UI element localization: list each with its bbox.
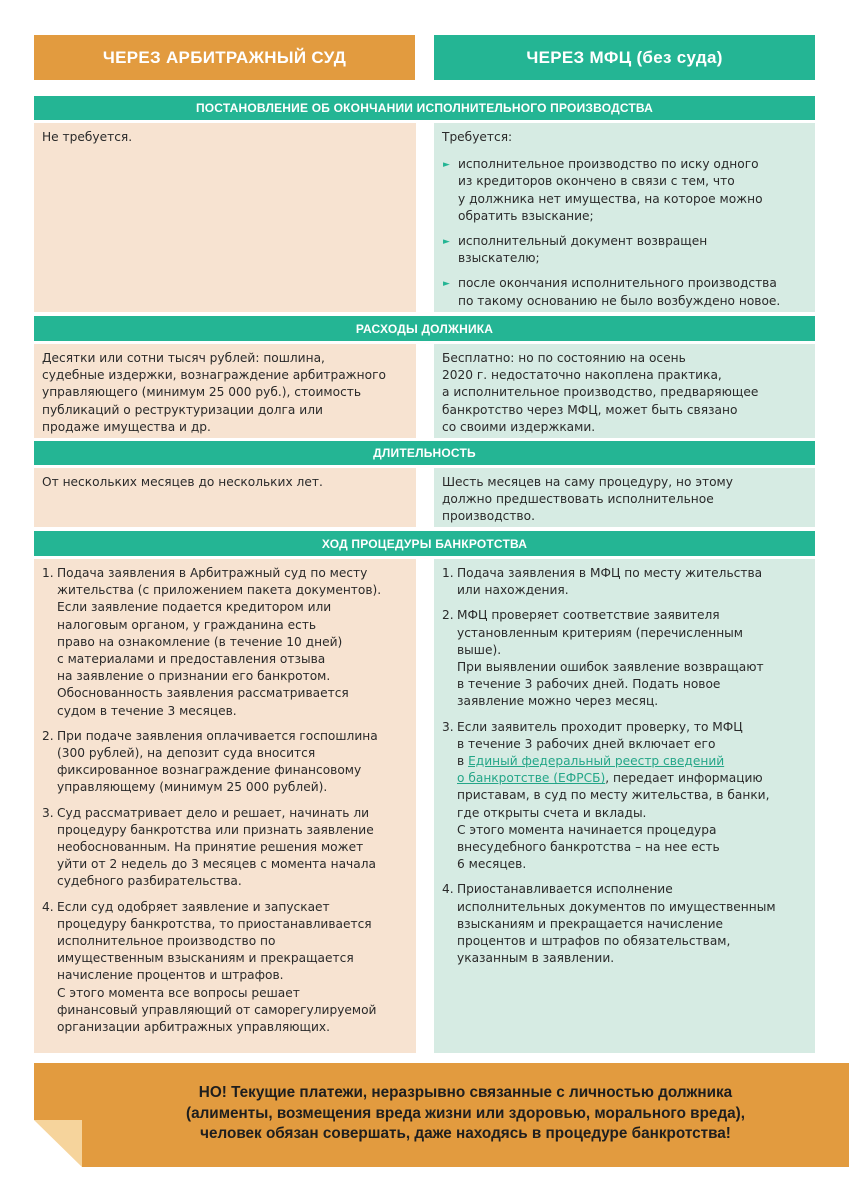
banner-fold: [34, 1120, 82, 1167]
expenses-left-text: Десятки или сотни тысяч рублей: пошлина, судебные издержки, вознаграждение арбитражного управляющего (минимум 25 000 руб.), стоимость публикаций о реструктуризации долга или продаже имущества и др.: [42, 351, 386, 434]
step-number: 1.: [442, 566, 454, 580]
step-number: 4.: [42, 899, 54, 914]
efrsb-link[interactable]: Единый федеральный реестр сведений о банкротстве (ЕФРСБ): [457, 754, 725, 786]
step-text-before: Если заявитель проходит проверку, то МФЦ в течение 3 рабочих дней включает его в: [457, 719, 743, 769]
column-header-arbitration-court: ЧЕРЕЗ АРБИТРАЖНЫЙ СУД: [34, 35, 415, 80]
decree-left-cell: [34, 123, 416, 312]
step-number: 3.: [42, 805, 54, 820]
list-item-text: исполнительный документ возвращен взыскателю;: [458, 234, 708, 266]
list-item-text: после окончания исполнительного производства по такому основанию не было возбуждено новое.: [458, 276, 781, 308]
step-item: [42, 805, 408, 891]
procedure-right-cell: [434, 559, 815, 1053]
triangle-bullet-icon: ►: [443, 279, 450, 290]
section-title-decree: ПОСТАНОВЛЕНИЕ ОБ ОКОНЧАНИИ ИСПОЛНИТЕЛЬНОГО ПРОИЗВОДСТВА: [34, 96, 815, 120]
list-item: [442, 156, 807, 225]
step-text: Приостанавливается исполнение исполнительных документов по имущественным взысканиям и прекращается начисление процентов и штрафов по обязательствам, указанным в заявлении.: [457, 882, 776, 966]
expenses-right-text: Бесплатно: но по состоянию на осень 2020 г. недостаточно накоплена практика, а исполнительное производство, предваряющее банкротство через МФЦ, может быть связано со своими издержками.: [442, 351, 759, 434]
step-text: Если суд одобряет заявление и запускает процедуру банкротства, то приостанавливается исполнительное производство по имущественным взысканиям и прекращается начисление процентов и штрафов. С этого момента все вопросы решает финансовый управляющий от саморегулируемой организации арбитражных управляющих.: [57, 899, 377, 1035]
step-item: [442, 719, 807, 874]
expenses-right-cell: [434, 344, 815, 438]
step-text-after: , передает информацию приставам, в суд по месту жительства, в банки, где открыты счета и вклады. С этого момента начинается процедура внесудебного банкротства – на нее есть 6 месяцев.: [457, 771, 770, 872]
triangle-bullet-icon: ►: [443, 160, 450, 171]
duration-left-cell: [34, 468, 416, 527]
step-number: 1.: [42, 566, 54, 580]
warning-text: НО! Текущие платежи, неразрывно связанные с личностью должника (алименты, возмещения вреда жизни или здоровью, морального вреда), человек обязан совершать, даже находясь в процедуре банкротства!: [185, 1084, 746, 1142]
step-item: [442, 565, 807, 599]
procedure-left-cell: [34, 559, 416, 1053]
duration-left-text: От нескольких месяцев до нескольких лет.: [42, 475, 323, 489]
list-item: [442, 275, 807, 309]
step-number: 2.: [442, 608, 454, 623]
section-title-duration: ДЛИТЕЛЬНОСТЬ: [34, 441, 815, 465]
procedure-right-steps: [442, 565, 807, 967]
step-text: МФЦ проверяет соответствие заявителя установленным критериям (перечисленным выше). При выявлении ошибок заявление возвращают в течение 3 рабочих дней. Подать новое заявление можно через месяц.: [457, 608, 764, 709]
warning-banner: [34, 1063, 849, 1167]
step-item: [442, 881, 807, 967]
decree-right-cell: [434, 123, 815, 312]
step-item: [42, 899, 408, 1037]
triangle-bullet-icon: ►: [443, 237, 450, 248]
step-number: 3.: [442, 719, 454, 734]
section-title-procedure: ХОД ПРОЦЕДУРЫ БАНКРОТСТВА: [34, 531, 815, 556]
step-number: 2.: [42, 728, 54, 743]
duration-right-text: Шесть месяцев на саму процедуру, но этому должно предшествовать исполнительное производство.: [442, 475, 733, 524]
step-text: Подача заявления в МФЦ по месту жительства или нахождения.: [457, 566, 763, 598]
step-item: [442, 607, 807, 710]
list-item-text: исполнительное производство по иску одного из кредиторов окончено в связи с тем, что у должника нет имущества, на которое можно обратить взыскание;: [458, 157, 763, 223]
duration-right-cell: [434, 468, 815, 527]
step-number: 4.: [442, 882, 454, 897]
decree-left-text: Не требуется.: [42, 130, 133, 144]
procedure-left-steps: [42, 565, 408, 1036]
column-header-mfc: ЧЕРЕЗ МФЦ (без суда): [434, 35, 815, 80]
list-item: [442, 233, 807, 267]
step-text: Суд рассматривает дело и решает, начинать ли процедуру банкротства или признать заявление необоснованным. На принятие решения может уйти от 2 недель до 3 месяцев с момента начала судебного разбирательства.: [57, 805, 376, 889]
step-item: [42, 565, 408, 720]
section-title-expenses: РАСХОДЫ ДОЛЖНИКА: [34, 316, 815, 341]
decree-right-intro: Требуется:: [442, 130, 513, 144]
step-text: При подаче заявления оплачивается госпошлина (300 рублей), на депозит суда вносится фиксированное вознаграждение финансовому управляющему (минимум 25 000 рублей).: [57, 728, 378, 795]
step-text: Подача заявления в Арбитражный суд по месту жительства (с приложением пакета документов). Если заявление подается кредитором или налоговым органом, у гражданина есть право на ознакомление (в течение 10 дней) с материалами и предоставления отзыва на заявление о признании его банкротом. Обоснованность заявления рассматривается судом в течение 3 месяцев.: [57, 566, 382, 718]
decree-requirements-list: [442, 156, 807, 310]
expenses-left-cell: [34, 344, 416, 438]
step-item: [42, 728, 408, 797]
